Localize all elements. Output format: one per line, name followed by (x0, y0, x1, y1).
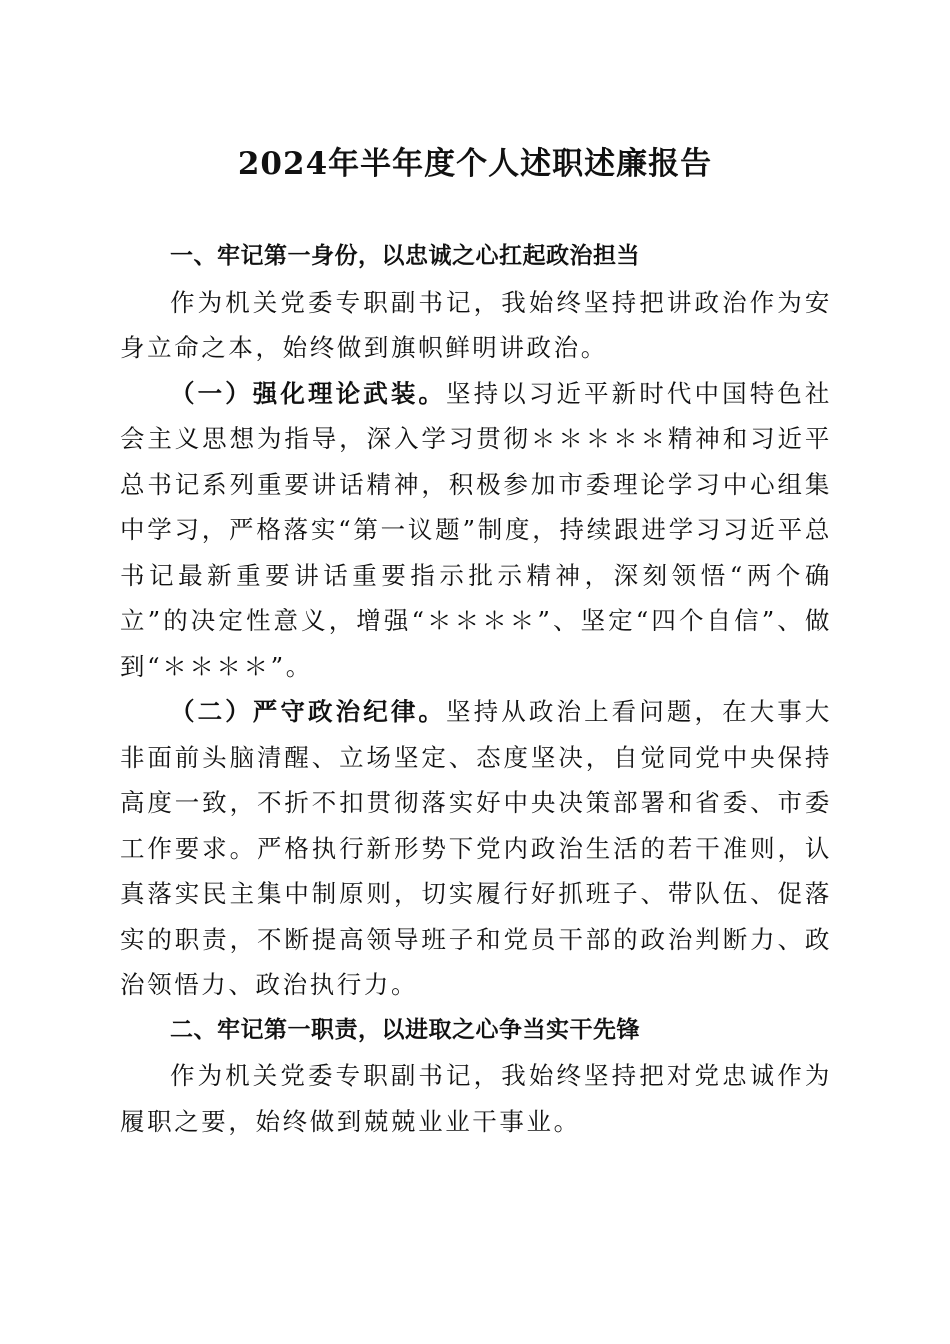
section-1-item-2-lead: （二）严守政治纪律。 (170, 697, 447, 726)
section-1-item-1 (120, 371, 832, 690)
section-1-heading: 一、牢记第一身份，以忠诚之心扛起政治担当 (170, 243, 640, 269)
section-1-item-2-body: 坚持从政治上看问题，在大事大非面前头脑清醒、立场坚定、态度坚决，自觉同党中央保持高度一致，不折不扣贯彻落实好中央决策部署和省委、市委工作要求。严格执行新形势下党内政治生活的若干准则，认真落实民主集中制原则，切实履行好抓班子、带队伍、促落实的职责，不断提高领导班子和党员干部的政治判断力、政治领悟力、政治执行力。 (120, 697, 832, 999)
document-title: 2024年半年度个人述职述廉报告 (237, 146, 713, 182)
section-1-item-1-body: 坚持以习近平新时代中国特色社会主义思想为指导，深入学习贯彻＊＊＊＊＊精神和习近平总书记系列重要讲话精神，积极参加市委理论学习中心组集中学习，严格落实“第一议题”制度，持续跟进学习习近平总书记最新重要讲话重要指示批示精神，深刻领悟“两个确立”的决定性意义，增强“＊＊＊＊”、坚定“四个自信”、做到“＊＊＊＊”。 (120, 378, 832, 681)
section-2-heading: 二、牢记第一职责，以进取之心争当实干先锋 (170, 1016, 640, 1043)
section-1-item-1-lead: （一）强化理论武装。 (170, 378, 447, 408)
document-body (120, 234, 832, 1144)
section-1-item-2 (120, 689, 832, 1008)
section-1-intro: 作为机关党委专职副书记，我始终坚持把讲政治作为安身立命之本，始终做到旗帜鲜明讲政治。 (120, 287, 832, 362)
section-2-intro: 作为机关党委专职副书记，我始终坚持把对党忠诚作为履职之要，始终做到兢兢业业干事业。 (120, 1061, 832, 1136)
